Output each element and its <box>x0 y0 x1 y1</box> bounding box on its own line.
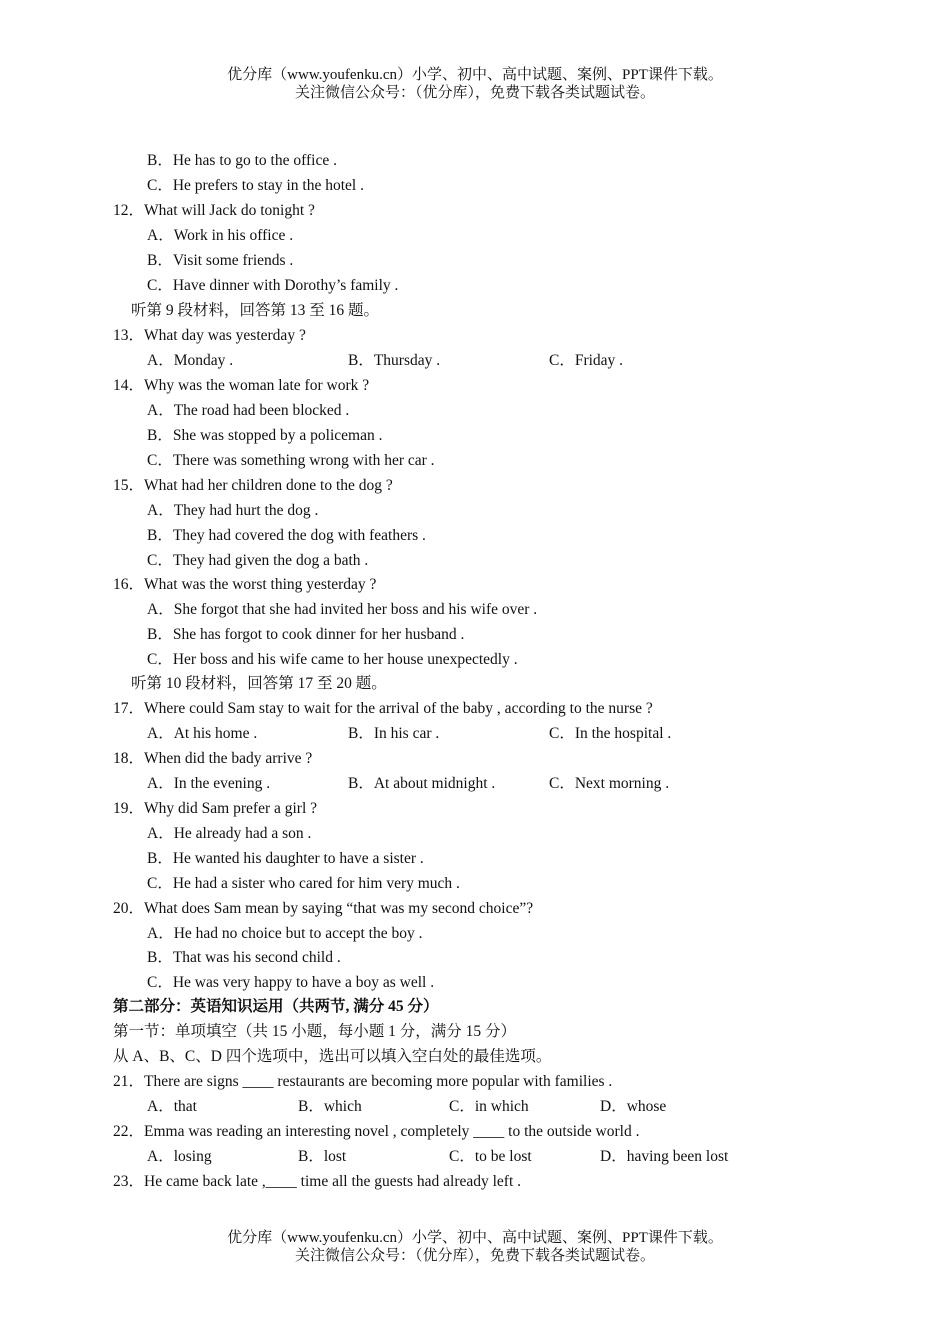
q22-stem: 22．Emma was reading an interesting novel , completely ____ to the outside world . <box>113 1123 640 1140</box>
q16-stem: 16．What was the worst thing yesterday ? <box>113 576 377 593</box>
q16-option-c: C．Her boss and his wife came to her house unexpectedly . <box>147 651 518 668</box>
q21-options <box>0 1094 950 1119</box>
q17-stem: 17．Where could Sam stay to wait for the arrival of the baby , according to the nurse ? <box>113 700 653 717</box>
q12-option-b: B．Visit some friends . <box>147 252 294 269</box>
q20-stem: 20．What does Sam mean by saying “that was my second choice”? <box>113 900 534 917</box>
page-footer <box>0 1229 950 1265</box>
q13-options <box>0 348 950 373</box>
q18-option-a: A．In the evening . <box>147 775 271 792</box>
q15-option-b: B．They had covered the dog with feathers . <box>147 527 426 544</box>
q19-stem: 19．Why did Sam prefer a girl ? <box>113 800 318 817</box>
q15-option-c: C．They had given the dog a bath . <box>147 552 369 569</box>
q13-stem: 13．What day was yesterday ? <box>113 327 306 344</box>
q16-option-b: B．She has forgot to cook dinner for her husband . <box>147 626 465 643</box>
q14-option-b: B．She was stopped by a policeman . <box>147 427 383 444</box>
footer-line-1: 优分库（www.youfenku.cn）小学、初中、高中试题、案例、PPT课件下载。 <box>227 1230 723 1246</box>
q22-option-a: A．losing <box>147 1148 212 1165</box>
listening-note-10: 听第 10 段材料，回答第 17 至 20 题。 <box>131 675 387 692</box>
q22-options <box>0 1144 950 1169</box>
q12-option-c: C．Have dinner with Dorothy’s family . <box>147 277 399 294</box>
q22-option-c: C．to be lost <box>449 1148 532 1165</box>
q17-options <box>0 721 950 746</box>
q14-option-a: A．The road had been blocked . <box>147 402 350 419</box>
q18-option-b: B．At about midnight . <box>348 775 496 792</box>
section-one-title: 第一节：单项填空（共 15 小题，每小题 1 分，满分 15 分） <box>113 1023 517 1040</box>
q23-stem: 23．He came back late ,____ time all the guests had already left . <box>113 1173 522 1190</box>
q11-option-c: C．He prefers to stay in the hotel . <box>147 177 364 194</box>
q17-option-a: A．At his home . <box>147 725 258 742</box>
q22-option-b: B．lost <box>298 1148 347 1165</box>
q21-option-a: A．that <box>147 1098 197 1115</box>
q15-option-a: A．They had hurt the dog . <box>147 502 319 519</box>
part-two-title: 第二部分：英语知识运用（共两节, 满分 45 分） <box>113 998 439 1015</box>
q18-stem: 18．When did the bady arrive ? <box>113 750 313 767</box>
footer-line-2: 关注微信公众号：（优分库），免费下载各类试题试卷。 <box>294 1248 655 1264</box>
q19-option-a: A．He already had a son . <box>147 825 312 842</box>
q21-stem: 21．There are signs ____ restaurants are becoming more popular with families . <box>113 1073 613 1090</box>
q15-stem: 15．What had her children done to the dog ? <box>113 477 393 494</box>
listening-note-9: 听第 9 段材料，回答第 13 至 16 题。 <box>131 302 380 319</box>
q12-option-a: A．Work in his office . <box>147 227 294 244</box>
q16-option-a: A．She forgot that she had invited her boss and his wife over . <box>147 601 538 618</box>
q19-option-b: B．He wanted his daughter to have a sister . <box>147 850 424 867</box>
header-line-1: 优分库（www.youfenku.cn）小学、初中、高中试题、案例、PPT课件下载。 <box>227 67 723 83</box>
q13-option-b: B．Thursday . <box>348 352 441 369</box>
q17-option-c: C．In the hospital . <box>549 725 672 742</box>
q19-option-c: C．He had a sister who cared for him very much . <box>147 875 460 892</box>
q20-option-a: A．He had no choice but to accept the boy . <box>147 925 423 942</box>
q13-option-a: A．Monday . <box>147 352 234 369</box>
q12-stem: 12．What will Jack do tonight ? <box>113 202 315 219</box>
q20-option-b: B．That was his second child . <box>147 949 341 966</box>
q21-option-c: C．in which <box>449 1098 529 1115</box>
q22-option-d: D．having been lost <box>600 1148 729 1165</box>
q13-option-c: C．Friday . <box>549 352 624 369</box>
section-instruction: 从 A、B、C、D 四个选项中，选出可以填入空白处的最佳选项。 <box>113 1048 552 1065</box>
q14-stem: 14．Why was the woman late for work ? <box>113 377 370 394</box>
q18-option-c: C．Next morning . <box>549 775 670 792</box>
q17-option-b: B．In his car . <box>348 725 440 742</box>
page-header <box>0 66 950 102</box>
q14-option-c: C．There was something wrong with her car . <box>147 452 435 469</box>
header-line-2: 关注微信公众号：（优分库），免费下载各类试题试卷。 <box>294 85 655 101</box>
q21-option-b: B．which <box>298 1098 362 1115</box>
q18-options <box>0 771 950 796</box>
q11-option-b: B．He has to go to the office . <box>147 152 337 169</box>
q21-option-d: D．whose <box>600 1098 667 1115</box>
q20-option-c: C．He was very happy to have a boy as well . <box>147 974 435 991</box>
